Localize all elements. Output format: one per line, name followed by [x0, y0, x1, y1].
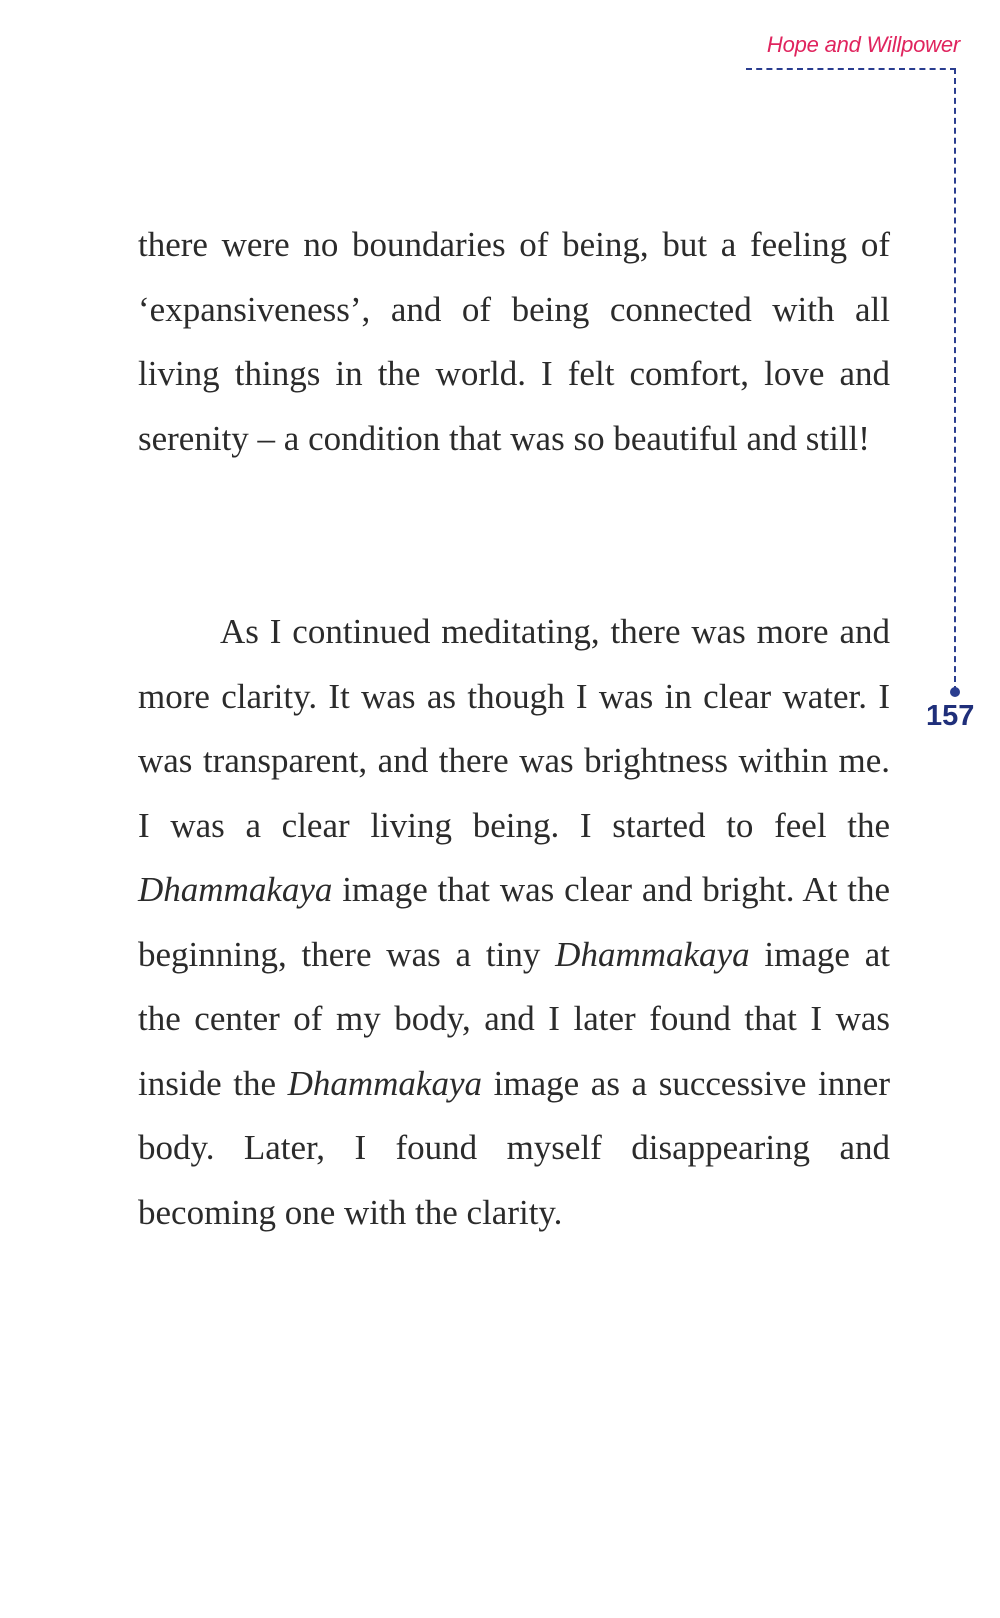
page-number: 157	[926, 700, 975, 732]
paragraph-2-segment-1: As I continued meditating, there was more and more clarity. It was as though I was in clear water. I was transparent, and there was brightness within me. I was a clear living being. I started to feel the	[138, 612, 890, 845]
paragraph-1-text: there were no boundaries of being, but a feeling of ‘expansiveness’, and of being connected with all living things in the world. I felt comfort, love and serenity – a condition that was so beautiful and still!	[138, 225, 890, 458]
body-paragraph-1	[138, 213, 890, 471]
margin-dotted-rule	[954, 68, 956, 692]
running-header-title: Hope and Willpower	[766, 32, 960, 57]
paragraph-2-segment-3: image at the center of my body, and I later found that I was inside the	[138, 934, 890, 1103]
term-dhammakaya-1: Dhammakaya	[138, 870, 333, 909]
paragraph-2-text	[138, 600, 890, 1245]
term-dhammakaya-3: Dhammakaya	[287, 1063, 483, 1103]
body-paragraph-2	[138, 600, 890, 1245]
paragraph-2-segment-2: image that was clear and bright. At the beginning, there was a tiny	[138, 870, 890, 974]
term-dhammakaya-2: Dhammakaya	[555, 934, 750, 974]
rule-end-dot	[950, 687, 960, 697]
header-dotted-rule	[746, 68, 956, 70]
paragraph-2-segment-4: image as a successive inner body. Later, I found myself disappearing and becoming one with the clarity.	[138, 1063, 890, 1232]
